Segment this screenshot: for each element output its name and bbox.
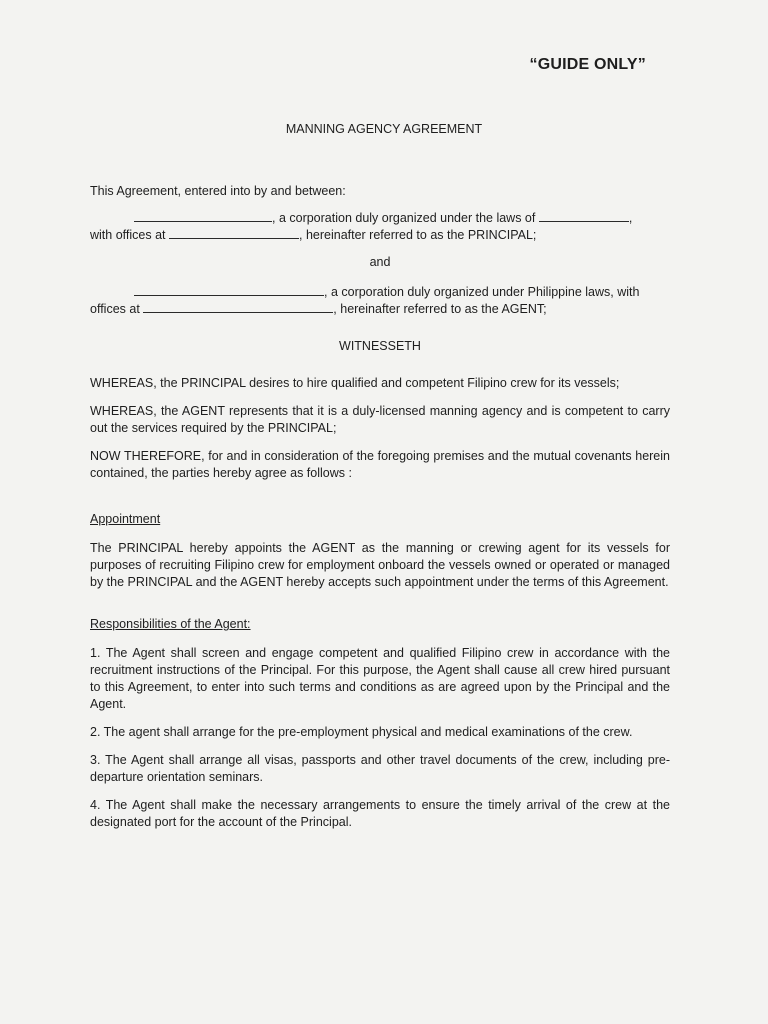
intro-paragraph: This Agreement, entered into by and between:: [90, 184, 346, 198]
agent-party-paragraph: [90, 284, 670, 318]
agent-office-blank[interactable]: [143, 301, 333, 313]
principal-name-blank[interactable]: [134, 210, 272, 222]
principal-text-3: with offices at: [90, 228, 166, 242]
agent-text-1: , a corporation duly organized under Philippine laws, with: [324, 285, 640, 299]
agent-text-2: offices at: [90, 302, 140, 316]
appointment-paragraph: The PRINCIPAL hereby appoints the AGENT as the manning or crewing agent for its vessels for purposes of recruiting Filipino crew for employment onboard the vessels owned or operated or managed by the PRINCIPAL and the AGENT hereby accepts such appointment under the terms of this Agreement.: [90, 541, 670, 589]
responsibility-item-2: 2. The agent shall arrange for the pre-employment physical and medical examinations of the crew.: [90, 725, 633, 739]
principal-office-blank[interactable]: [169, 227, 299, 239]
principal-country-blank[interactable]: [539, 210, 629, 222]
whereas-paragraph-1: WHEREAS, the PRINCIPAL desires to hire qualified and competent Filipino crew for its vessels;: [90, 376, 620, 390]
agent-name-blank[interactable]: [134, 284, 324, 296]
principal-text-2: ,: [628, 211, 633, 225]
guide-only-label: “GUIDE ONLY”: [529, 56, 646, 73]
responsibilities-heading: Responsibilities of the Agent:: [90, 617, 251, 631]
principal-party-paragraph: [90, 210, 670, 244]
document-title: MANNING AGENCY AGREEMENT: [285, 122, 483, 136]
responsibility-item-4: 4. The Agent shall make the necessary arrangements to ensure the timely arrival of the crew at the designated port for the account of the Principal.: [90, 798, 670, 829]
document-body: [90, 183, 670, 842]
principal-text-4: , hereinafter referred to as the PRINCIPAL;: [299, 228, 537, 242]
now-therefore-paragraph: NOW THEREFORE, for and in consideration of the foregoing premises and the mutual covenants herein contained, the parties hereby agree as follows :: [90, 449, 670, 480]
agent-text-3: , hereinafter referred to as the AGENT;: [333, 302, 547, 316]
principal-text-1: , a corporation duly organized under the laws of: [272, 211, 536, 225]
responsibility-item-3: 3. The Agent shall arrange all visas, passports and other travel documents of the crew, including pre-departure orientation seminars.: [90, 753, 670, 784]
responsibility-item-1: 1. The Agent shall screen and engage competent and qualified Filipino crew in accordance with the recruitment instructions of the Principal. For this purpose, the Agent shall cause all crew hired pursuant to this Agreement, to enter into such terms and conditions as are agreed upon by the Principal and the Agent.: [90, 646, 670, 711]
witnesseth-heading: WITNESSETH: [339, 339, 421, 353]
appointment-heading: Appointment: [90, 512, 161, 526]
and-text: and: [369, 255, 391, 269]
whereas-paragraph-2: WHEREAS, the AGENT represents that it is a duly-licensed manning agency and is competent to carry out the services required by the PRINCIPAL;: [90, 404, 670, 435]
